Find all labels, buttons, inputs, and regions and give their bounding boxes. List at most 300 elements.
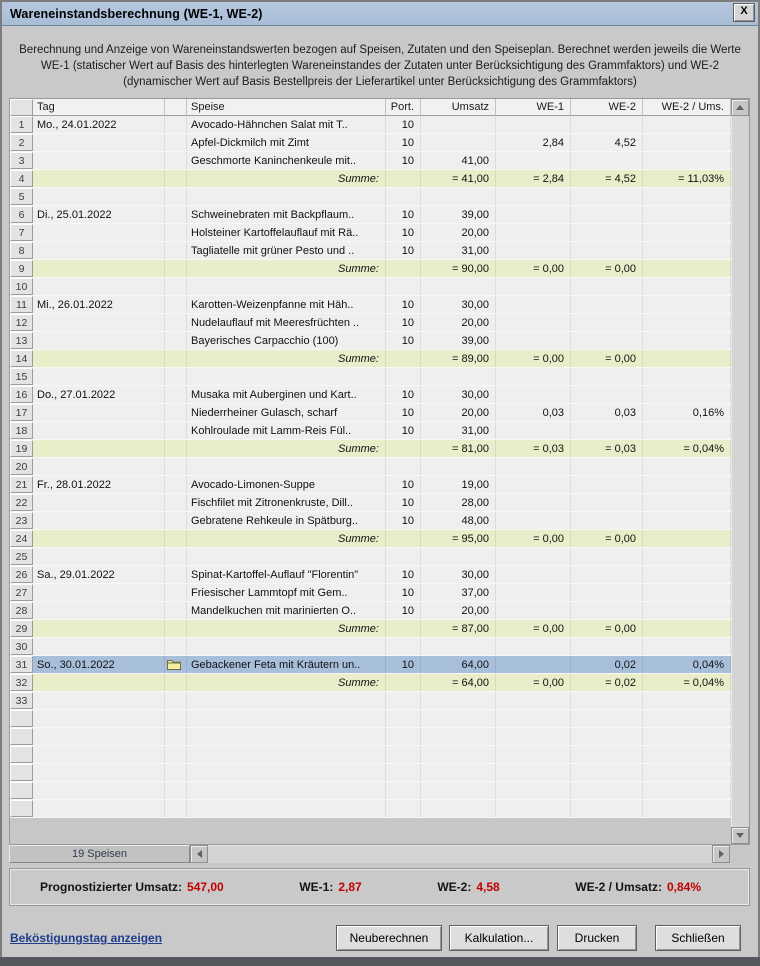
we1-cell [496,728,571,745]
we1-cell [496,206,571,223]
neuberechnen-button[interactable]: Neuberechnen [336,925,442,951]
wareneinstand-table [9,98,750,845]
sum-row[interactable] [10,260,731,278]
we1-cell [496,116,571,133]
vscroll-down-button[interactable] [731,827,749,844]
portionen-cell: 10 [386,332,421,349]
speise-cell [187,278,386,295]
column-header-tag[interactable]: Tag [33,99,165,116]
row-number: 30 [10,638,33,655]
umsatz-cell [421,278,496,295]
portionen-cell: 10 [386,134,421,151]
hscroll-track[interactable] [208,845,712,863]
table-row[interactable] [10,638,731,656]
sum-label-cell: Summe: [187,620,386,637]
we2-cell [571,746,643,763]
umsatz-cell [421,368,496,385]
footer-bar [0,925,760,951]
we2-cell [571,782,643,799]
speise-cell: Karotten-Weizenpfanne mit Häh.. [187,296,386,313]
we1-cell [496,332,571,349]
icon-cell [165,530,187,547]
table-row[interactable] [10,278,731,296]
tag-cell [33,224,165,241]
empty-stub-row [10,710,731,728]
summary-value: 4,58 [476,880,500,894]
umsatz-cell [421,800,496,817]
we1-cell [496,782,571,799]
speise-cell: Avocado-Hähnchen Salat mit T.. [187,116,386,133]
umsatz-cell [421,782,496,799]
we2-ums-cell [643,242,731,259]
table-row[interactable] [10,152,731,170]
table-row[interactable] [10,476,731,494]
icon-cell [165,566,187,583]
speise-cell: Bayerisches Carpacchio (100) [187,332,386,349]
folder-icon[interactable] [167,659,181,670]
portionen-cell: 10 [386,602,421,619]
portionen-cell: 10 [386,494,421,511]
table-row[interactable] [10,134,731,152]
we1-cell: 2,84 [496,134,571,151]
we1-cell [496,386,571,403]
summary-value: 0,84% [666,880,701,894]
speise-cell [187,764,386,781]
speise-cell [187,548,386,565]
we1-cell: = 0,03 [496,440,571,457]
drucken-button[interactable]: Drucken [557,925,637,951]
we2-ums-cell [643,710,731,727]
left-arrow-icon [197,850,202,858]
speise-cell: Niederrheiner Gulasch, scharf [187,404,386,421]
speise-cell: Gebackener Feta mit Kräutern un.. [187,656,386,673]
table-row[interactable] [10,242,731,260]
umsatz-cell: 39,00 [421,206,496,223]
we1-cell [496,296,571,313]
sum-label-cell: Summe: [187,674,386,691]
we2-ums-cell [643,638,731,655]
row-number: 28 [10,602,33,619]
we2-cell [571,332,643,349]
tag-cell [33,638,165,655]
icon-cell [165,422,187,439]
we2-cell: = 0,03 [571,440,643,457]
speise-cell: Tagliatelle mit grüner Pesto und .. [187,242,386,259]
tag-cell [33,530,165,547]
we2-ums-cell [643,296,731,313]
speise-cell: Geschmorte Kaninchenkeule mit.. [187,152,386,169]
we1-cell [496,656,571,673]
hscroll-right-button[interactable] [712,845,730,863]
umsatz-cell: 31,00 [421,422,496,439]
icon-cell [165,782,187,799]
tag-cell [33,422,165,439]
row-number: 19 [10,440,33,457]
umsatz-cell: 64,00 [421,656,496,673]
we2-ums-cell [643,386,731,403]
tag-cell [33,458,165,475]
schliessen-button[interactable]: Schließen [655,925,741,951]
we2-ums-cell [643,692,731,709]
speise-cell: Mandelkuchen mit marinierten O.. [187,602,386,619]
we2-ums-cell [643,800,731,817]
we2-cell: = 0,02 [571,674,643,691]
portionen-cell [386,368,421,385]
table-row[interactable] [10,692,731,710]
we1-cell [496,638,571,655]
icon-cell [165,188,187,205]
we2-ums-cell [643,314,731,331]
portionen-cell: 10 [386,314,421,331]
speise-cell [187,710,386,727]
summary-label: Prognostizierter Umsatz: [40,880,183,894]
umsatz-cell: = 81,00 [421,440,496,457]
portionen-cell [386,800,421,817]
table-row[interactable] [10,494,731,512]
we1-cell [496,584,571,601]
column-header-umsatz[interactable]: Umsatz [421,99,496,116]
row-number: 10 [10,278,33,295]
portionen-cell: 10 [386,152,421,169]
sum-row[interactable] [10,620,731,638]
speise-cell [187,800,386,817]
we2-cell [571,566,643,583]
row-number: 7 [10,224,33,241]
we1-cell [496,188,571,205]
tag-cell [33,710,165,727]
empty-stub-row [10,800,731,818]
we2-ums-cell [643,224,731,241]
tag-cell [33,278,165,295]
row-number [10,764,33,781]
we2-ums-cell [643,512,731,529]
speise-cell: Nudelauflauf mit Meeresfrüchten .. [187,314,386,331]
sum-row[interactable] [10,674,731,692]
portionen-cell [386,620,421,637]
we1-cell [496,224,571,241]
summary-item-we2 [437,880,499,894]
icon-cell [165,800,187,817]
we2-ums-cell [643,548,731,565]
summary-item-umsatz [40,880,224,894]
row-number: 11 [10,296,33,313]
table-row[interactable] [10,224,731,242]
we1-cell [496,278,571,295]
speise-cell: Spinat-Kartoffel-Auflauf "Florentin" [187,566,386,583]
portionen-cell [386,548,421,565]
tag-cell [33,782,165,799]
close-button[interactable]: X [733,3,755,22]
row-number: 18 [10,422,33,439]
tag-cell: Do., 27.01.2022 [33,386,165,403]
we2-cell [571,800,643,817]
icon-cell [165,602,187,619]
we1-cell [496,602,571,619]
speise-cell [187,188,386,205]
vertical-scrollbar[interactable] [731,99,749,844]
sum-row[interactable] [10,440,731,458]
icon-cell [165,260,187,277]
tag-cell [33,692,165,709]
table-row[interactable] [10,386,731,404]
umsatz-cell: = 64,00 [421,674,496,691]
tag-cell [33,746,165,763]
umsatz-cell: 48,00 [421,512,496,529]
we2-ums-cell [643,116,731,133]
column-header-icon[interactable] [165,99,187,116]
sum-row[interactable] [10,530,731,548]
table-row[interactable] [10,548,731,566]
table-row[interactable] [10,296,731,314]
icon-cell [165,584,187,601]
we1-cell [496,494,571,511]
we1-cell [496,476,571,493]
we2-ums-cell [643,494,731,511]
we2-ums-cell [643,620,731,637]
table-row[interactable] [10,404,731,422]
umsatz-cell: 31,00 [421,242,496,259]
bekoestigungstag-link[interactable]: Beköstigungstag anzeigen [10,931,163,945]
umsatz-cell [421,458,496,475]
portionen-cell: 10 [386,404,421,421]
tag-cell: Di., 25.01.2022 [33,206,165,223]
umsatz-cell: 30,00 [421,296,496,313]
we2-cell [571,458,643,475]
we1-cell: 0,03 [496,404,571,421]
icon-cell [165,476,187,493]
table-row[interactable] [10,656,731,674]
portionen-cell [386,674,421,691]
we1-cell: = 0,00 [496,350,571,367]
summary-value: 2,87 [338,880,362,894]
tag-cell [33,800,165,817]
row-number [10,746,33,763]
summary-item-we1 [299,880,361,894]
tag-cell: Mi., 26.01.2022 [33,296,165,313]
speise-cell: Schweinebraten mit Backpflaum.. [187,206,386,223]
row-number: 21 [10,476,33,493]
tag-cell [33,188,165,205]
empty-stub-row [10,764,731,782]
portionen-cell: 10 [386,422,421,439]
we2-ums-cell [643,368,731,385]
we1-cell [496,152,571,169]
icon-cell [165,620,187,637]
we2-cell [571,116,643,133]
title-bar [2,2,758,26]
we2-cell [571,584,643,601]
portionen-cell: 10 [386,224,421,241]
umsatz-cell: 20,00 [421,404,496,421]
scrollbar-corner [730,845,750,863]
we1-cell [496,566,571,583]
portionen-cell [386,638,421,655]
we2-ums-cell [643,134,731,151]
icon-cell [165,296,187,313]
speise-cell [187,692,386,709]
speise-cell: Kohlroulade mit Lamm-Reis Fül.. [187,422,386,439]
tag-cell [33,242,165,259]
column-header-we-2-ums-[interactable]: WE-2 / Ums. [643,99,731,116]
we2-cell [571,314,643,331]
portionen-cell: 10 [386,242,421,259]
column-header-port-[interactable]: Port. [386,99,421,116]
umsatz-cell [421,764,496,781]
right-arrow-icon [719,850,724,858]
row-number: 15 [10,368,33,385]
portionen-cell [386,278,421,295]
we2-cell [571,710,643,727]
icon-cell [165,224,187,241]
tag-cell [33,404,165,421]
tag-cell [33,440,165,457]
speise-cell: Friesischer Lammtopf mit Gem.. [187,584,386,601]
tag-cell [33,152,165,169]
hscroll-left-button[interactable] [190,845,208,863]
umsatz-cell: 37,00 [421,584,496,601]
icon-cell [165,746,187,763]
umsatz-cell: 30,00 [421,386,496,403]
row-number: 2 [10,134,33,151]
row-number: 20 [10,458,33,475]
we2-ums-cell [643,350,731,367]
portionen-cell [386,764,421,781]
row-number [10,800,33,817]
we2-cell [571,548,643,565]
we2-cell [571,386,643,403]
sum-row[interactable] [10,350,731,368]
we2-cell [571,368,643,385]
icon-cell [165,638,187,655]
we2-cell: = 4,52 [571,170,643,187]
umsatz-cell: 28,00 [421,494,496,511]
table-row[interactable] [10,188,731,206]
portionen-cell: 10 [386,656,421,673]
we2-cell [571,728,643,745]
row-number: 9 [10,260,33,277]
icon-cell [165,134,187,151]
portionen-cell: 10 [386,584,421,601]
icon-cell [165,710,187,727]
umsatz-cell: = 41,00 [421,170,496,187]
we1-cell [496,710,571,727]
we2-cell [571,692,643,709]
icon-cell [165,656,187,673]
icon-cell [165,152,187,169]
icon-cell [165,494,187,511]
we2-ums-cell [643,728,731,745]
umsatz-cell [421,692,496,709]
vscroll-track[interactable] [731,116,749,827]
row-number: 6 [10,206,33,223]
column-header-speise[interactable]: Speise [187,99,386,116]
column-header-we-1[interactable]: WE-1 [496,99,571,116]
row-number: 1 [10,116,33,133]
row-number-header [10,99,33,116]
icon-cell [165,674,187,691]
status-tab-label: 19 Speisen [71,848,128,860]
we2-cell [571,278,643,295]
row-number: 13 [10,332,33,349]
row-number [10,782,33,799]
icon-cell [165,386,187,403]
table-row[interactable] [10,422,731,440]
we2-cell: = 0,00 [571,530,643,547]
icon-cell [165,458,187,475]
kalkulation-button[interactable]: Kalkulation... [449,925,549,951]
umsatz-cell [421,638,496,655]
icon-cell [165,170,187,187]
summary-value: 547,00 [187,880,224,894]
portionen-cell [386,350,421,367]
row-number: 4 [10,170,33,187]
empty-stub-row [10,782,731,800]
icon-cell [165,512,187,529]
row-number: 3 [10,152,33,169]
table-header-row [10,99,731,116]
vscroll-up-button[interactable] [731,99,749,116]
row-number: 25 [10,548,33,565]
icon-cell [165,350,187,367]
tag-cell [33,350,165,367]
umsatz-cell [421,188,496,205]
icon-cell [165,116,187,133]
sum-label-cell: Summe: [187,260,386,277]
table-row[interactable] [10,602,731,620]
sum-row[interactable] [10,170,731,188]
umsatz-cell: 41,00 [421,152,496,169]
summary-label: WE-1: [299,880,334,894]
icon-cell [165,242,187,259]
we1-cell [496,314,571,331]
we2-ums-cell [643,782,731,799]
summary-label: WE-2 / Umsatz: [575,880,662,894]
we2-cell: 4,52 [571,134,643,151]
portionen-cell: 10 [386,512,421,529]
table-row[interactable] [10,566,731,584]
umsatz-cell: 30,00 [421,566,496,583]
summary-panel [9,868,750,906]
icon-cell [165,764,187,781]
we1-cell [496,764,571,781]
status-tab[interactable] [9,845,190,863]
row-number: 26 [10,566,33,583]
portionen-cell [386,710,421,727]
tag-cell [33,764,165,781]
table-row[interactable] [10,116,731,134]
umsatz-cell: 20,00 [421,314,496,331]
summary-label: WE-2: [437,880,472,894]
table-row[interactable] [10,206,731,224]
table-row[interactable] [10,314,731,332]
we2-cell [571,152,643,169]
tag-cell [33,368,165,385]
we1-cell [496,368,571,385]
speise-cell: Musaka mit Auberginen und Kart.. [187,386,386,403]
window-title: Wareneinstandsberechnung (WE-1, WE-2) [10,6,263,21]
table-row[interactable] [10,512,731,530]
umsatz-cell: = 89,00 [421,350,496,367]
tag-cell [33,170,165,187]
column-header-we-2[interactable]: WE-2 [571,99,643,116]
table-row[interactable] [10,584,731,602]
we2-cell: = 0,00 [571,350,643,367]
speise-cell: Holsteiner Kartoffelauflauf mit Rä.. [187,224,386,241]
table-row[interactable] [10,458,731,476]
table-row[interactable] [10,332,731,350]
window-bottom-edge [0,957,760,966]
table-row[interactable] [10,368,731,386]
